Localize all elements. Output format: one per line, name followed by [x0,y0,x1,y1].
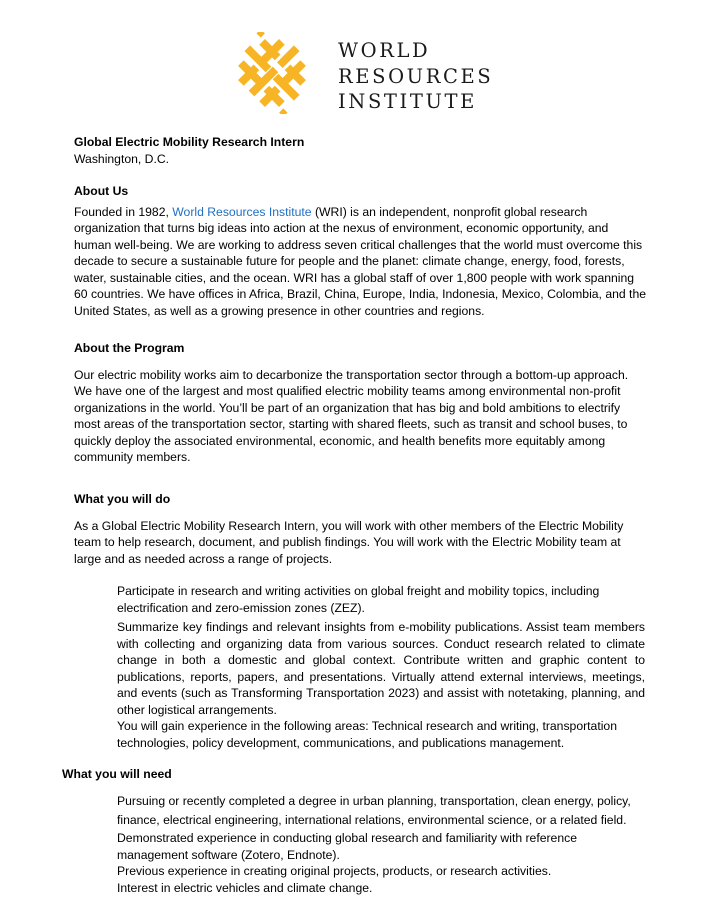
what-you-will-need-heading: What you will need [62,767,172,781]
list-item: You will gain experience in the following areas: Technical research and writing, transportation technologies, policy development, communications, and publications management. [117,719,617,750]
what-you-will-need-section [62,766,632,783]
list-item: Demonstrated experience in conducting global research and familiarity with reference management software (Zotero, Endnote). [117,831,577,862]
what-you-will-do-section [74,491,649,567]
what-you-will-do-heading: What you will do [74,492,171,506]
about-us-section [74,183,646,320]
list-item: Participate in research and writing activities on global freight and mobility topics, including electrification and zero-emission zones (ZEZ). [117,584,600,615]
job-header [74,134,644,167]
wri-wordmark [338,38,493,115]
job-title: Global Electric Mobility Research Intern [74,135,305,149]
what-you-will-do-intro: As a Global Electric Mobility Research Intern, you will work with other members of the Electric Mobility team to help research, document, and publish findings. You will work with the Electric Mobility team at large and as needed across a range of projects. [74,518,624,566]
job-location: Washington, D.C. [74,151,170,166]
wordmark-line-3: INSTITUTE [338,90,477,113]
about-program-heading: About the Program [74,341,185,355]
what-you-will-need-list [117,792,647,896]
about-program-body: Our electric mobility works aim to decarbonize the transportation sector through a bottom-up approach. We have one of the largest and most qualified electric mobility teams among environmental non-profit organizations in the world. You’ll be part of an organization that has big and bold ambitions to electrify most areas of the transportation sector, starting with shared fleets, such as transit and school buses, to quickly deploy the associated environmental, economic, and health benefits more equitably among community members. [74,367,629,464]
about-us-body: Founded in 1982, World Resources Institute (WRI) is an independent, nonprofit global research organization that turns big ideas into action at the nexus of environment, economic opportunity, and human well-being. We are working to address seven critical challenges that the world must overcome this decade to secure a sustainable future for people and the planet: climate change, energy, food, forests, water, sustainable cities, and the ocean. WRI has a global staff of over 1,800 people with work spanning 60 countries. We have offices in Africa, Brazil, China, Europe, India, Indonesia, Mexico, Colombia, and the United States, as well as a growing presence in other countries and regions. [74,204,646,319]
wordmark-line-1: WORLD [338,39,431,62]
wri-woven-logo-icon [231,32,313,114]
about-us-heading: About Us [74,184,129,198]
wri-link[interactable]: World Resources Institute [172,204,312,219]
list-item: Interest in electric vehicles and climate change. [117,880,373,895]
what-you-will-do-list [117,583,645,751]
about-program-section [74,340,649,466]
list-item: Previous experience in creating original projects, products, or research activities. [117,864,552,878]
wri-logo [231,32,494,118]
list-item: Pursuing or recently completed a degree in urban planning, transportation, clean energy, policy, finance, electrical engineering, international relations, environmental science, or a related field. [117,794,631,827]
wordmark-line-2: RESOURCES [338,64,494,88]
list-item: Summarize key findings and relevant insights from e-mobility publications. Assist team members with collecting and organizing data from various sources. Conduct research related to climate change in both a domestic and global context. Contribute written and graphic content to publications, reports, papers, and presentations. Virtually attend external interviews, meetings, and events (such as Transforming Transportation 2023) and assist with notetaking, planning, and other logistical arrangements. [117,620,645,717]
